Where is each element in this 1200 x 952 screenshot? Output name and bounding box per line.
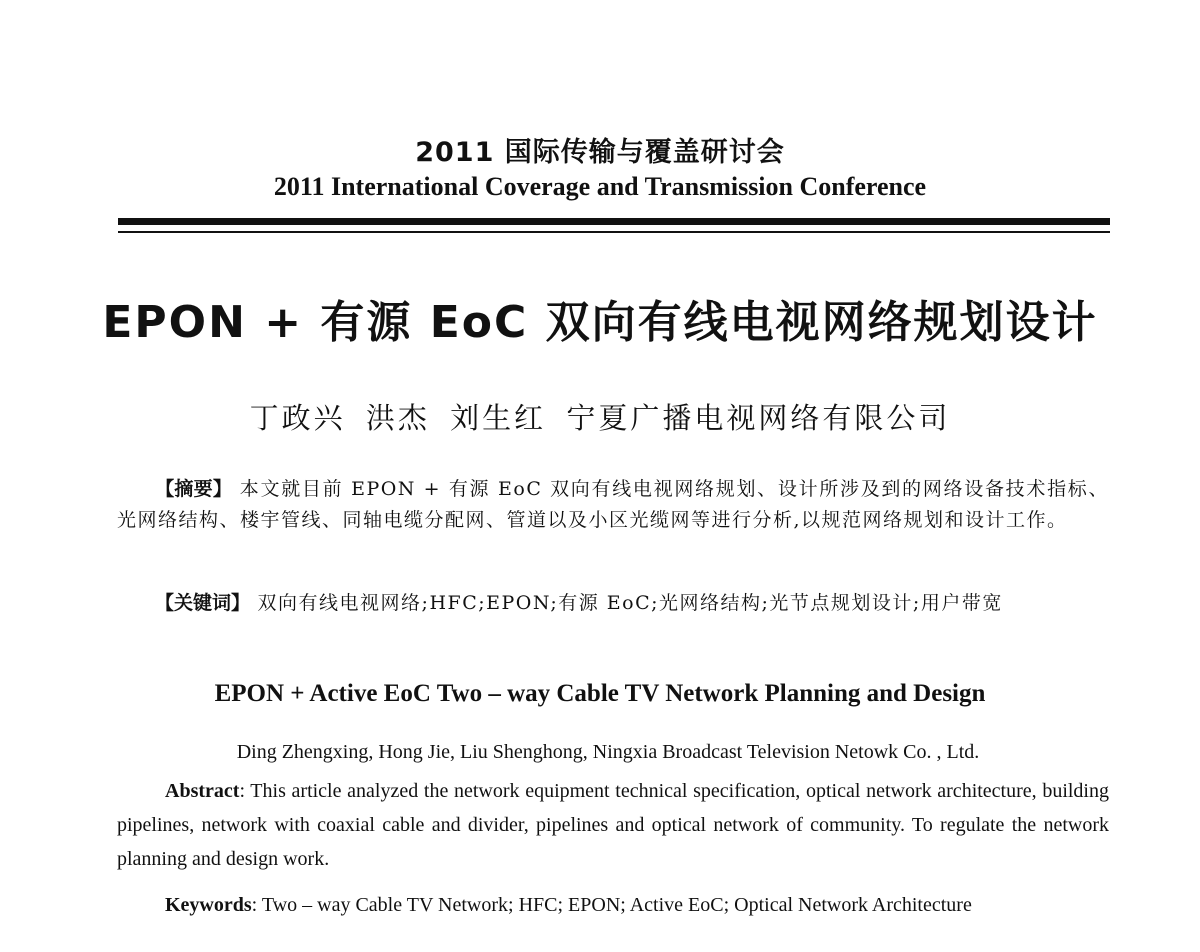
keywords-cn (117, 588, 1109, 619)
abstract-cn-label: 【摘要】 (155, 478, 233, 500)
authors-cn: 丁政兴 洪杰 刘生红 宁夏广播电视网络有限公司 (249, 401, 951, 435)
paper-title-en: EPON + Active EoC Two – way Cable TV Network Planning and Design (214, 680, 986, 707)
keywords-en (117, 888, 1109, 922)
abstract-en-label: Abstract (165, 780, 240, 802)
authors-en: Ding Zhengxing, Hong Jie, Liu Shenghong, Ningxia Broadcast Television Netowk Co. , Ltd. (236, 741, 980, 763)
conference-title-cn: 2011 国际传输与覆盖研讨会 (415, 137, 785, 168)
paper-title-cn: EPON + 有源 EoC 双向有线电视网络规划设计 (102, 297, 1098, 348)
abstract-en-text: : This article analyzed the network equipment technical specification, optical network architecture, building pipelines, network with coaxial cable and divider, pipelines and optical network of community. To regulate the network planning and design work. (117, 780, 1109, 870)
abstract-en (117, 774, 1109, 876)
keywords-cn-label: 【关键词】 (155, 592, 251, 614)
abstract-cn-text: 本文就目前 EPON + 有源 EoC 双向有线电视网络规划、设计所涉及到的网络设备技术指标、光网络结构、楼宇管线、同轴电缆分配网、管道以及小区光缆网等进行分析,以规范网络规划和设计工作。 (117, 478, 1109, 531)
abstract-cn (117, 474, 1109, 536)
header-rule-thin (118, 231, 1110, 233)
keywords-cn-text: 双向有线电视网络;HFC;EPON;有源 EoC;光网络结构;光节点规划设计;用户带宽 (250, 592, 1003, 614)
keywords-en-text: : Two – way Cable TV Network; HFC; EPON; Active EoC; Optical Network Architecture (251, 894, 972, 916)
keywords-en-label: Keywords (165, 894, 252, 916)
conference-title-en: 2011 International Coverage and Transmission Conference (273, 172, 927, 201)
header-rule-thick (118, 218, 1110, 225)
